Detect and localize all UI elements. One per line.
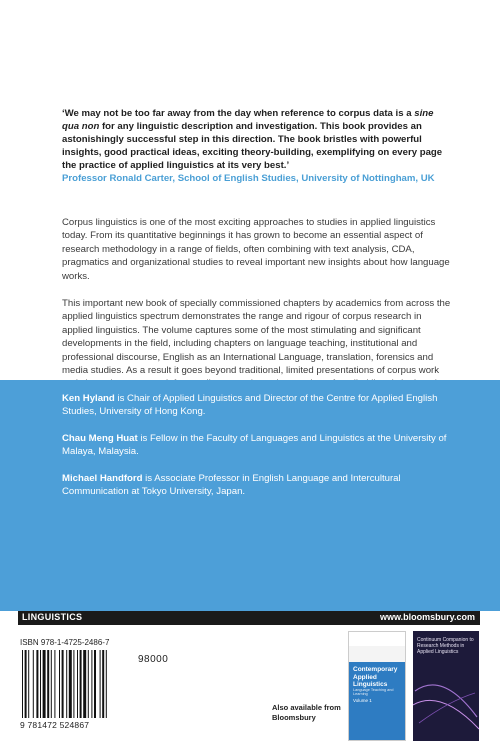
- barcode-number: 9 781472 524867: [20, 720, 90, 730]
- decorative-lines-icon: [413, 631, 479, 741]
- author-description: is Fellow in the Faculty of Languages and Linguistics at the University of Malaya, Malaysia.: [62, 433, 447, 458]
- book-subtitle: Language Teaching and Learning: [353, 688, 394, 696]
- barcode-bar: [69, 650, 72, 718]
- barcode-bar: [88, 650, 89, 718]
- barcode-bar: [40, 650, 41, 718]
- barcode-bar: [47, 650, 49, 718]
- author-name: Michael Handford: [62, 473, 143, 484]
- endorsement-quote: [62, 107, 452, 186]
- description-paragraph-2: This important new book of specially commissioned chapters by academics from across the applied linguistics spectrum demonstrates the range and rigour of corpus research in applied linguistics. The volume captures some of the most stimulating and significant developments in the field, including chapters on language teaching, institutional and professional discourse, English as an International Language, translation, forensics and media studies. As a result it goes beyond traditional, limited presentations of corpus work: [62, 298, 451, 377]
- book-title: Continuum Companion to Research Methods in Applied Linguistics: [417, 637, 474, 655]
- barcode-bar: [94, 650, 96, 718]
- related-book-cover-2: [413, 631, 479, 741]
- barcode-bar: [62, 650, 64, 718]
- author-bio-1: [62, 392, 457, 419]
- barcode-bar: [33, 650, 34, 718]
- barcode-bar: [77, 650, 78, 718]
- barcode-block: [20, 638, 180, 730]
- barcode-bar: [102, 650, 104, 718]
- price-code: 98000: [138, 654, 169, 665]
- quote-part1: ‘We may not be too far away from the day when reference to corpus data is a: [62, 108, 415, 119]
- quote-source: Professor Ronald Carter, School of English Studies, University of Nottingham, UK: [62, 173, 435, 185]
- author-description: is Chair of Applied Linguistics and Director of the Centre for Applied English Studies, University of Hong Kong.: [62, 393, 438, 418]
- barcode-bar: [43, 650, 46, 718]
- book-title: Contemporary Applied Linguistics: [353, 666, 398, 688]
- barcode-bar: [106, 650, 107, 718]
- barcode-bar: [59, 650, 60, 718]
- author-description: is Associate Professor in English Language and Intercultural Communication at Tokyo University, Japan.: [62, 473, 401, 498]
- barcode-bar: [80, 650, 82, 718]
- barcode-bar: [100, 650, 101, 718]
- category-label: LINGUISTICS: [22, 612, 83, 622]
- book-cover-top: [349, 632, 405, 646]
- author-name: Chau Meng Huat: [62, 433, 138, 444]
- barcode-bar: [51, 650, 52, 718]
- barcode-bar: [22, 650, 23, 718]
- barcode-bar: [25, 650, 27, 718]
- barcode-bar: [66, 650, 67, 718]
- barcode-bar: [91, 650, 92, 718]
- barcode-icon: [20, 650, 134, 720]
- author-bio-3: [62, 472, 457, 499]
- barcode-bar: [73, 650, 74, 718]
- barcode-bar: [28, 650, 29, 718]
- category-bar: [18, 611, 480, 625]
- book-volume: Volume 1: [353, 698, 372, 703]
- quote-italic: sine qua non: [62, 108, 434, 133]
- author-bio-2: [62, 432, 457, 459]
- quote-part2: for any linguistic description and investigation. This book provides an astonishingly successful step in this direction. The book bristles with powerful insights, good practical ideas, exciting theory-building, exemplifying on every page the practice of applied linguistics at its very best.’: [62, 121, 443, 172]
- description-paragraph-1: Corpus linguistics is one of the most exciting approaches to studies in applied linguistics today. From its quantitative beginnings it has grown to become an essential aspect of research methodology in a range of fields, often combining with text analysis, CDA, pragmatics and organizational studies to reveal important new insights about how language works.: [62, 217, 450, 282]
- isbn-text: ISBN 978-1-4725-2486-7: [20, 638, 110, 647]
- publisher-website: www.bloomsbury.com: [379, 612, 475, 622]
- barcode-bar: [54, 650, 55, 718]
- author-name: Ken Hyland: [62, 393, 115, 404]
- barcode-bar: [36, 650, 38, 718]
- also-available-label: Also available from Bloomsbury: [272, 703, 341, 722]
- related-book-cover-1: [348, 631, 406, 741]
- barcode-bar: [83, 650, 86, 718]
